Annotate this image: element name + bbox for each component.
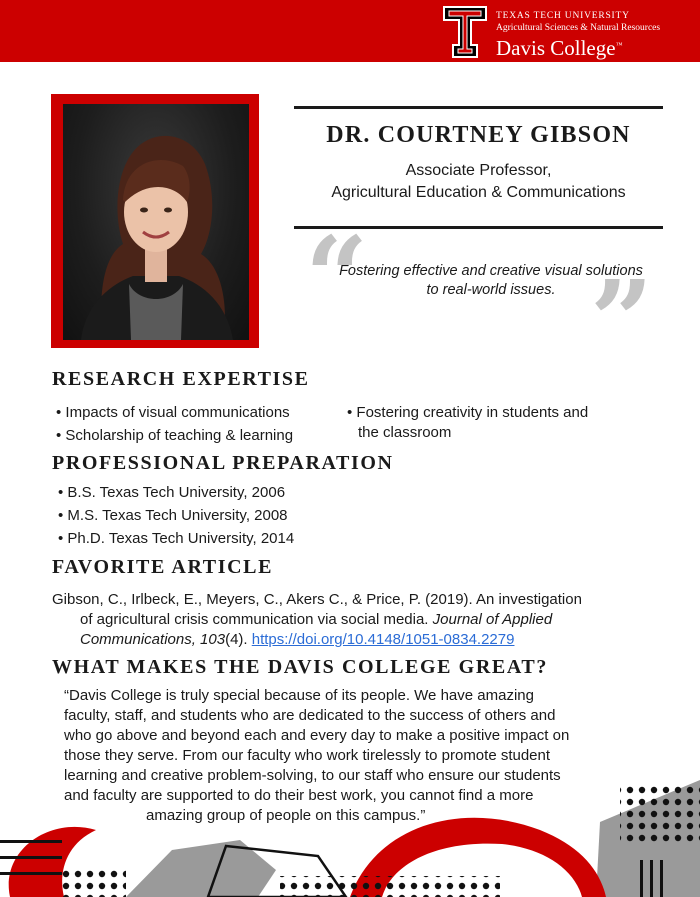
list-item: • M.S. Texas Tech University, 2008 <box>58 507 288 524</box>
decorative-footer-shapes <box>0 760 700 897</box>
job-title: Associate Professor, <box>405 162 552 179</box>
list-item-continuation: the classroom <box>358 424 452 441</box>
research-expertise-heading: RESEARCH EXPERTISE <box>52 368 310 390</box>
davis-great-heading: WHAT MAKES THE DAVIS COLLEGE GREAT? <box>52 656 548 678</box>
testimonial-line: and faculty are supported to do their best work, you cannot find a more <box>64 787 534 804</box>
portrait-illustration <box>63 104 249 340</box>
profile-photo <box>63 104 249 340</box>
list-item: • Scholarship of teaching & learning <box>56 427 294 444</box>
college-logo[interactable] <box>440 2 700 60</box>
testimonial-line: learning and creative problem-solving, to our staff who ensure our students <box>64 767 561 784</box>
close-quote-icon: ” <box>590 256 654 385</box>
profile-name: DR. COURTNEY GIBSON <box>326 122 631 148</box>
department: Agricultural Education & Communications <box>331 184 626 201</box>
college-subtitle: Agricultural Sciences & Natural Resources <box>496 23 661 33</box>
testimonial-line: who go above and beyond each and every day to make a positive impact on <box>64 727 570 744</box>
college-name: Davis College™ <box>496 36 623 60</box>
citation-line-1: Gibson, C., Irlbeck, E., Meyers, C., Akers C., & Price, P. (2019). An investigation <box>52 591 582 608</box>
citation-line-3: Communications, 103(4). https://doi.org/10.4148/1051-0834.2279 <box>80 631 515 648</box>
tagline-quote: Fostering effective and creative visual solutions to real-world issues. <box>339 263 643 298</box>
list-item: • Fostering creativity in students and <box>347 404 589 421</box>
citation-line-2: of agricultural crisis communication via social media. Journal of Applied <box>80 611 553 628</box>
testimonial-line: those they serve. From our faculty who work tirelessly to promote student <box>64 747 551 764</box>
list-item: • Ph.D. Texas Tech University, 2014 <box>58 530 295 547</box>
doi-link[interactable]: https://doi.org/10.4148/1051-0834.2279 <box>251 631 515 648</box>
testimonial-line: “Davis College is truly special because of its people. We have amazing <box>64 687 534 704</box>
professional-preparation-heading: PROFESSIONAL PREPARATION <box>52 452 394 474</box>
university-name: TEXAS TECH UNIVERSITY <box>496 11 630 21</box>
testimonial-line: amazing group of people on this campus.” <box>146 807 426 824</box>
open-quote-icon: “ <box>305 212 369 341</box>
top-rule <box>294 106 663 109</box>
list-item: • Impacts of visual communications <box>56 404 290 421</box>
favorite-article-heading: FAVORITE ARTICLE <box>52 556 274 578</box>
double-t-logo-icon <box>442 5 488 59</box>
testimonial-line: faculty, staff, and students who are dedicated to the success of others and <box>64 707 556 724</box>
list-item: • B.S. Texas Tech University, 2006 <box>58 484 286 501</box>
